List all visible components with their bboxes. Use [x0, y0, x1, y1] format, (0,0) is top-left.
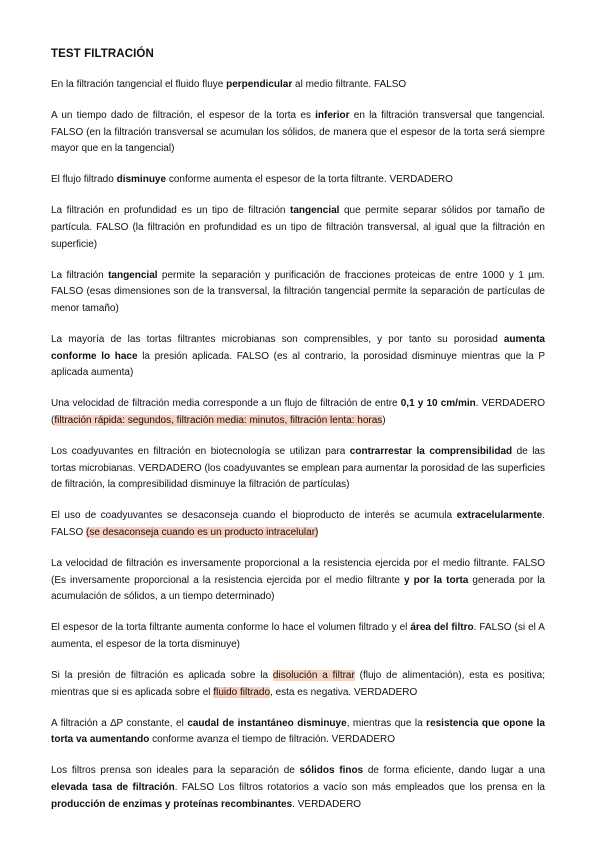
bold-text: caudal de instantáneo disminuye: [187, 717, 347, 729]
document-title: TEST FILTRACIÓN: [51, 48, 154, 60]
bold-text: área del filtro: [410, 622, 474, 634]
text-run: , esta es negativa. VERDADERO: [270, 686, 418, 698]
question-paragraph: [51, 556, 545, 606]
text-run: en la filtración transversal que tangencial. FALSO (en la filtración transversal se acumulan los sólidos, de manera que el espesor de la torta será siempre mayor que en la tangencial): [51, 110, 545, 155]
bold-text: disminuye: [116, 174, 167, 186]
text-run: ): [382, 414, 386, 426]
text-run: de forma eficiente, dando lugar a una: [363, 765, 546, 777]
question-paragraph: [51, 668, 545, 701]
bold-text: contrarrestar la comprensibilidad: [349, 446, 513, 457]
bold-text: elevada tasa de filtración: [51, 781, 175, 793]
text-run: La velocidad de filtración es inversamente proporcional a la resistencia ejercida por el medio filtrante. FALSO (Es inversamente proporcional a la resistencia ejercida por el medio filtrante: [51, 557, 545, 586]
text-run: El flujo filtrado: [51, 174, 117, 186]
text-run: Si la presión de filtración es aplicada sobre la: [51, 669, 273, 681]
text-run: A un tiempo dado de filtración, el espesor de la torta es: [51, 110, 316, 122]
text-run: la presión aplicada. FALSO (es al contrario, la porosidad disminuye mientras que la P aplicada aumenta): [51, 350, 545, 379]
text-run: al medio filtrante. FALSO: [292, 79, 407, 90]
text-run: Los coadyuvantes en filtración en biotecnología se utilizan para: [51, 446, 350, 457]
text-run: generada por la acumulación de sólidos, a un tiempo determinado): [51, 574, 545, 603]
text-run: . FALSO Los filtros rotatorios a vacío son más empleados que los prensa en la: [174, 781, 545, 793]
text-run: La filtración: [51, 269, 109, 281]
text-run: La filtración en profundidad es un tipo de filtración: [51, 205, 290, 217]
text-run: conforme aumenta el espesor de la torta filtrante. VERDADERO: [166, 174, 453, 186]
text-run: que permite separar sólidos por tamaño de partícula. FALSO (la filtración en profundidad es un tipo de filtración transversal, al igual que la filtración en superficie): [51, 205, 545, 250]
text-run: En la filtración tangencial el fluido fluye: [51, 79, 227, 90]
text-run: permite la separación y purificación de fracciones proteicas de entre 1000 y 1 µm. FALSO (esas dimensiones son de la transversal, la filtración tangencial permite la separación de partículas de menor tamaño): [51, 269, 545, 314]
question-paragraph: [51, 620, 545, 653]
highlighted-text: (se desaconseja cuando es un producto intracelular): [86, 526, 319, 538]
text-run: Los filtros prensa son ideales para la separación de: [51, 765, 300, 777]
text-run: (flujo de alimentación), esta es positiva; mientras que si es aplicada sobre el: [51, 669, 545, 698]
question-paragraph: [51, 108, 545, 158]
text-run: . FALSO: [51, 510, 545, 538]
question-paragraph: [51, 203, 545, 253]
bold-text: resistencia que opone la torta va aumentando: [51, 717, 545, 746]
bold-text: aumenta conforme lo hace: [51, 334, 545, 362]
text-run: . FALSO (si el A aumenta, el espesor de la torta disminuye): [51, 622, 545, 650]
highlighted-text: filtración rápida: segundos, filtración media: minutos, filtración lenta: horas: [54, 414, 383, 426]
question-paragraph: [51, 444, 545, 494]
bold-text: producción de enzimas y proteínas recombinantes: [51, 798, 293, 810]
bold-text: sólidos finos: [299, 765, 364, 777]
bold-text: y por la torta: [403, 574, 469, 586]
question-paragraph: [51, 396, 545, 429]
question-paragraph: [51, 332, 545, 382]
text-run: A filtración a ∆P constante, el: [51, 717, 188, 729]
question-paragraph: [51, 172, 545, 189]
bold-text: extracelularmente: [456, 510, 543, 522]
text-run: . VERDADERO (: [51, 398, 545, 426]
bold-text: tangencial: [108, 269, 158, 281]
text-run: Una velocidad de filtración media corresponde a un flujo de filtración de entre: [51, 398, 401, 410]
text-run: El espesor de la torta filtrante aumenta conforme lo hace el volumen filtrado y el: [51, 622, 411, 634]
bold-text: inferior: [315, 110, 350, 122]
question-list: [51, 77, 545, 813]
question-paragraph: [51, 77, 545, 94]
question-paragraph: [51, 268, 545, 318]
text-run: conforme avanza el tiempo de filtración. VERDADERO: [149, 734, 396, 746]
question-paragraph: [51, 763, 545, 813]
text-run: El uso de coadyuvantes se desaconseja cuando el bioproducto de interés se acumula: [51, 510, 457, 522]
bold-text: tangencial: [290, 205, 340, 217]
question-paragraph: [51, 508, 545, 541]
question-paragraph: [51, 716, 545, 749]
text-run: , mientras que la: [346, 717, 427, 729]
highlighted-text: disolución a filtrar: [272, 669, 355, 681]
text-run: La mayoría de las tortas filtrantes microbianas son comprensibles, y por tanto su porosidad: [51, 334, 504, 346]
bold-text: 0,1 y 10 cm/min: [400, 398, 476, 410]
text-run: . VERDADERO: [292, 798, 362, 810]
bold-text: perpendicular: [226, 79, 293, 90]
highlighted-text: fluido filtrado: [213, 686, 271, 698]
text-run: de las tortas microbianas. VERDADERO (los coadyuvantes se emplean para aumentar la porosidad de las superficies de filtración, la compresibilidad disminuye la filtración de partículas): [51, 446, 545, 491]
